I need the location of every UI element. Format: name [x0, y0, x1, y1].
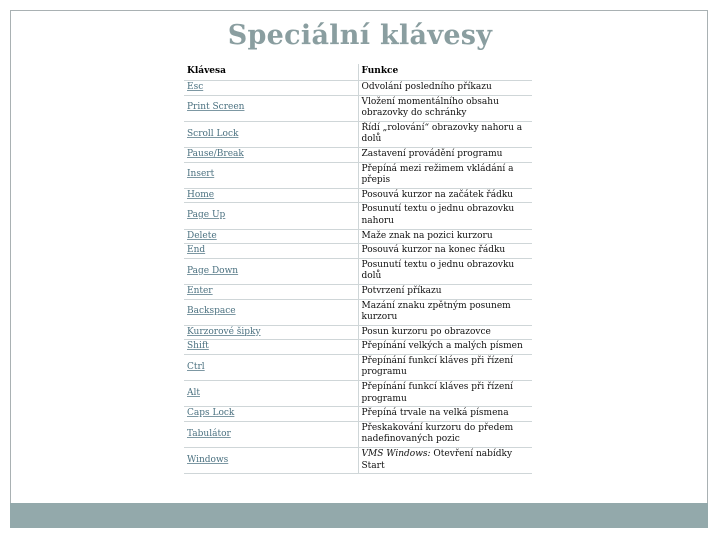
table-row — [184, 162, 532, 188]
bottom-bar — [10, 503, 708, 528]
key-function: Posouvá kurzor na konec řádku — [358, 244, 532, 259]
function-prefix: VMS Windows: — [361, 449, 431, 460]
table-row — [184, 340, 532, 355]
key-function: Řídí „rolování“ obrazovky nahoru a dolů — [358, 121, 532, 147]
table-row — [184, 325, 532, 340]
key-function: Posunutí textu o jednu obrazovku nahoru — [358, 203, 532, 229]
key-function: Posunutí textu o jednu obrazovku dolů — [358, 258, 532, 284]
key-name-link[interactable]: Kurzorové šipky — [184, 325, 358, 340]
key-name-link[interactable]: Page Up — [184, 203, 358, 229]
table-row — [184, 421, 532, 447]
function-text: Otevření nabídky Start — [361, 449, 513, 471]
key-function: Potvrzení příkazu — [358, 284, 532, 299]
key-name-link[interactable]: End — [184, 244, 358, 259]
key-function: Přepínání funkcí kláves při řízení programu — [358, 381, 532, 407]
key-name-link[interactable]: Pause/Break — [184, 147, 358, 162]
header-key: Klávesa — [184, 64, 358, 81]
key-function: Přepíná mezi režimem vkládání a přepis — [358, 162, 532, 188]
key-name-link[interactable]: Home — [184, 188, 358, 203]
table-row — [184, 448, 532, 474]
key-function: Vložení momentálního obsahu obrazovky do schránky — [358, 95, 532, 121]
table-row — [184, 381, 532, 407]
table-header-row — [184, 64, 532, 81]
table-row — [184, 147, 532, 162]
table-row — [184, 188, 532, 203]
key-name-link[interactable]: Ctrl — [184, 354, 358, 380]
key-name-link[interactable]: Esc — [184, 81, 358, 96]
table-row — [184, 121, 532, 147]
table-row — [184, 81, 532, 96]
table-row — [184, 258, 532, 284]
table-row — [184, 95, 532, 121]
key-name-link[interactable]: Scroll Lock — [184, 121, 358, 147]
table-row — [184, 244, 532, 259]
table-row — [184, 284, 532, 299]
key-name-link[interactable]: Windows — [184, 448, 358, 474]
key-name-link[interactable]: Shift — [184, 340, 358, 355]
key-name-link[interactable]: Backspace — [184, 299, 358, 325]
key-function: Přepínání funkcí kláves při řízení programu — [358, 354, 532, 380]
key-name-link[interactable]: Delete — [184, 229, 358, 244]
key-name-link[interactable]: Print Screen — [184, 95, 358, 121]
table-row — [184, 203, 532, 229]
key-function: Přeskakování kurzoru do předem nadefinovaných pozic — [358, 421, 532, 447]
key-name-link[interactable]: Caps Lock — [184, 407, 358, 422]
key-name-link[interactable]: Alt — [184, 381, 358, 407]
key-function: Přepínání velkých a malých písmen — [358, 340, 532, 355]
key-name-link[interactable]: Enter — [184, 284, 358, 299]
key-function: Posouvá kurzor na začátek řádku — [358, 188, 532, 203]
key-name-link[interactable]: Tabulátor — [184, 421, 358, 447]
key-function: Zastavení provádění programu — [358, 147, 532, 162]
key-function: Mazání znaku zpětným posunem kurzoru — [358, 299, 532, 325]
key-function: Posun kurzoru po obrazovce — [358, 325, 532, 340]
special-keys-table — [184, 64, 532, 474]
key-function — [358, 448, 532, 474]
table-row — [184, 407, 532, 422]
key-name-link[interactable]: Page Down — [184, 258, 358, 284]
table-row — [184, 299, 532, 325]
slide-title: Speciální klávesy — [227, 20, 493, 51]
key-function: Odvolání posledního příkazu — [358, 81, 532, 96]
key-function: Přepíná trvale na velká písmena — [358, 407, 532, 422]
key-function: Maže znak na pozici kurzoru — [358, 229, 532, 244]
table-row — [184, 229, 532, 244]
header-function: Funkce — [358, 64, 532, 81]
key-name-link[interactable]: Insert — [184, 162, 358, 188]
table-row — [184, 354, 532, 380]
